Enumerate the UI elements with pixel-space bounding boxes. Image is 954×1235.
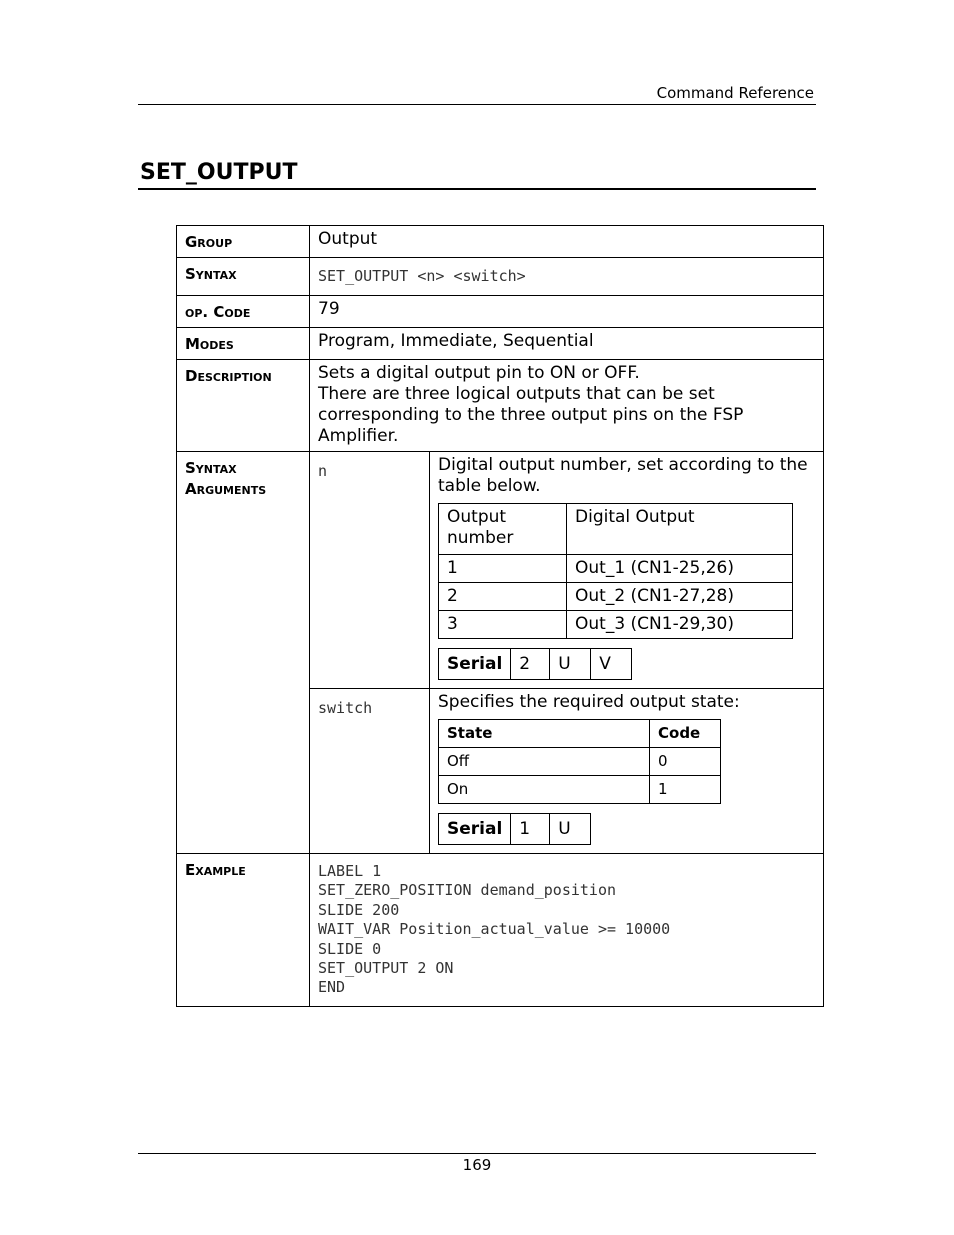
table-cell: 1 xyxy=(650,776,721,804)
arg-desc-n xyxy=(430,452,824,689)
page-header xyxy=(138,83,816,105)
table-cell: Out_3 (CN1-29,30) xyxy=(567,611,793,639)
table-header-cell: Output number xyxy=(439,504,567,555)
description-line: Sets a digital output pin to ON or OFF. xyxy=(318,363,640,383)
table-cell: 3 xyxy=(439,611,567,639)
serial-table-switch xyxy=(438,813,591,845)
serial-cell: V xyxy=(591,649,632,680)
table-header-cell: Digital Output xyxy=(567,504,793,555)
label-syntax-arguments-line1: Syntax xyxy=(185,459,237,477)
label-syntax-arguments xyxy=(177,452,310,854)
table-header-cell: State xyxy=(439,720,650,748)
example-line: SLIDE 0 xyxy=(318,939,382,958)
arg-name-switch: switch xyxy=(318,699,373,717)
table-header-row xyxy=(439,504,793,555)
row-group xyxy=(177,226,824,258)
table-cell: 0 xyxy=(650,748,721,776)
value-group: Output xyxy=(310,226,824,258)
row-syntax xyxy=(177,258,824,296)
arg-desc-switch xyxy=(430,689,824,854)
value-syntax: SET_OUTPUT <n> <switch> xyxy=(318,267,526,285)
example-line: SLIDE 200 xyxy=(318,900,400,919)
table-cell: On xyxy=(439,776,650,804)
value-description xyxy=(310,360,824,452)
table-row xyxy=(439,583,793,611)
page-title: SET_OUTPUT xyxy=(140,160,298,185)
row-opcode xyxy=(177,296,824,328)
arg-n-description: Digital output number, set according to the table below. xyxy=(438,455,808,496)
arg-switch-description: Specifies the required output state: xyxy=(438,692,740,712)
example-line: SET_ZERO_POSITION demand_position xyxy=(318,881,617,900)
row-syntax-arguments-n xyxy=(177,452,824,689)
label-description: Description xyxy=(177,360,310,452)
footer-rule xyxy=(138,1153,816,1154)
label-modes: Modes xyxy=(177,328,310,360)
table-cell: Off xyxy=(439,748,650,776)
row-example xyxy=(177,854,824,1007)
label-example: Example xyxy=(177,854,310,1007)
serial-table-n xyxy=(438,648,632,680)
table-cell: 2 xyxy=(439,583,567,611)
example-line: WAIT_VAR Position_actual_value >= 10000 xyxy=(318,920,671,939)
table-cell: Out_2 (CN1-27,28) xyxy=(567,583,793,611)
table-cell: Out_1 (CN1-25,26) xyxy=(567,555,793,583)
value-modes: Program, Immediate, Sequential xyxy=(310,328,824,360)
command-table xyxy=(176,225,824,1007)
output-number-table xyxy=(438,503,793,639)
label-syntax: Syntax xyxy=(177,258,310,296)
label-opcode: op. Code xyxy=(177,296,310,328)
header-section-title: Command Reference xyxy=(656,84,814,102)
serial-cell: U xyxy=(550,814,591,845)
serial-cell: U xyxy=(550,649,591,680)
serial-label: Serial xyxy=(439,814,511,845)
row-modes xyxy=(177,328,824,360)
example-code xyxy=(310,854,824,1007)
table-header-cell: Code xyxy=(650,720,721,748)
example-line: SET_OUTPUT 2 ON xyxy=(318,959,454,978)
serial-cell: 2 xyxy=(511,649,550,680)
title-rule xyxy=(138,188,816,190)
state-code-table xyxy=(438,719,721,804)
serial-cell: 1 xyxy=(511,814,550,845)
table-row xyxy=(439,776,721,804)
page-number: 169 xyxy=(462,1156,492,1174)
example-line: LABEL 1 xyxy=(318,862,382,880)
arg-name-n: n xyxy=(318,462,328,480)
table-row xyxy=(439,748,721,776)
table-row xyxy=(439,611,793,639)
row-description xyxy=(177,360,824,452)
label-group: Group xyxy=(177,226,310,258)
serial-label: Serial xyxy=(439,649,511,680)
label-syntax-arguments-line2: Arguments xyxy=(185,480,267,498)
description-line: There are three logical outputs that can be set corresponding to the three output pins on the FSP Amplifier. xyxy=(318,384,744,446)
table-header-row xyxy=(439,720,721,748)
table-row xyxy=(439,555,793,583)
example-line: END xyxy=(318,978,346,997)
table-cell: 1 xyxy=(439,555,567,583)
value-opcode: 79 xyxy=(310,296,824,328)
